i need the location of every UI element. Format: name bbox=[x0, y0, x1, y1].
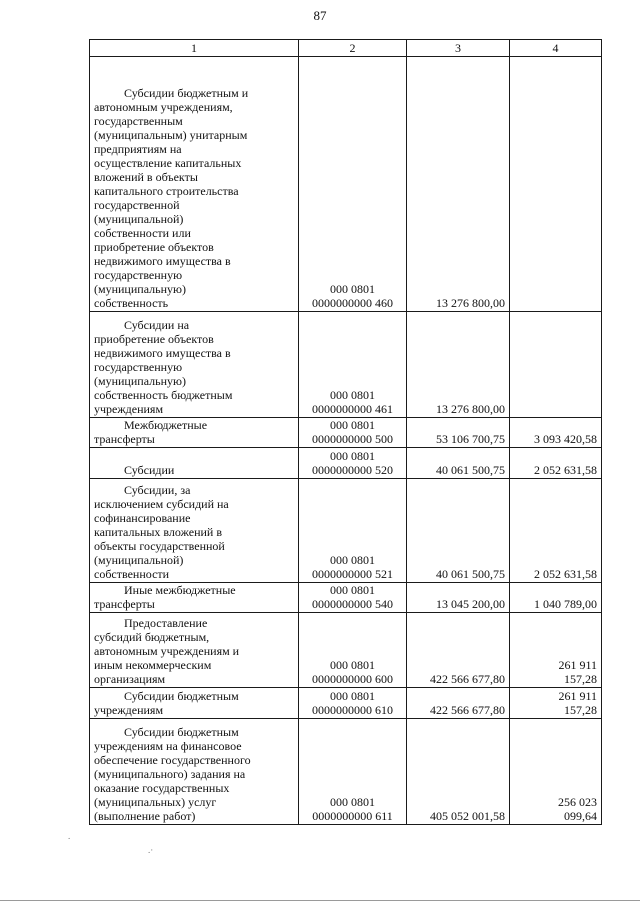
amount-cell-2 bbox=[510, 583, 602, 613]
amount-cell-1 bbox=[407, 479, 510, 583]
row-amount-2: 2 052 631,58 bbox=[534, 463, 597, 477]
row-code: 000 0801 0000000000 500 bbox=[312, 418, 393, 446]
row-amount-1: 40 061 500,75 bbox=[436, 463, 505, 477]
amount-cell-1 bbox=[407, 448, 510, 479]
code-cell bbox=[299, 479, 407, 583]
table-row bbox=[90, 448, 602, 479]
table-row bbox=[90, 688, 602, 719]
row-amount-1: 13 276 800,00 bbox=[436, 296, 505, 310]
row-code: 000 0801 0000000000 540 bbox=[312, 583, 393, 611]
row-code: 000 0801 0000000000 460 bbox=[312, 282, 393, 310]
amount-cell-1 bbox=[407, 57, 510, 312]
row-code: 000 0801 0000000000 600 bbox=[312, 658, 393, 686]
name-cell bbox=[90, 448, 299, 479]
row-amount-2: 3 093 420,58 bbox=[534, 432, 597, 446]
code-cell bbox=[299, 418, 407, 448]
row-amount-2: 2 052 631,58 bbox=[534, 567, 597, 581]
name-cell bbox=[90, 688, 299, 719]
row-amount-1: 53 106 700,75 bbox=[436, 432, 505, 446]
row-code: 000 0801 0000000000 461 bbox=[312, 388, 393, 416]
amount-cell-2 bbox=[510, 448, 602, 479]
code-cell bbox=[299, 688, 407, 719]
amount-cell-2 bbox=[510, 312, 602, 418]
code-cell bbox=[299, 583, 407, 613]
name-cell bbox=[90, 312, 299, 418]
row-amount-1: 13 276 800,00 bbox=[436, 402, 505, 416]
amount-cell-1 bbox=[407, 719, 510, 825]
header-cell-4: 4 bbox=[510, 40, 602, 57]
code-cell bbox=[299, 719, 407, 825]
row-amount-1: 422 566 677,80 bbox=[430, 703, 505, 717]
row-code: 000 0801 0000000000 610 bbox=[312, 689, 393, 717]
name-cell bbox=[90, 583, 299, 613]
table-row bbox=[90, 418, 602, 448]
name-cell bbox=[90, 479, 299, 583]
code-cell bbox=[299, 57, 407, 312]
row-code: 000 0801 0000000000 611 bbox=[312, 795, 393, 823]
header-cell-3: 3 bbox=[407, 40, 510, 57]
amount-cell-2 bbox=[510, 719, 602, 825]
table-row bbox=[90, 479, 602, 583]
row-code: 000 0801 0000000000 520 bbox=[312, 449, 393, 477]
header-cell-1: 1 bbox=[90, 40, 299, 57]
code-cell bbox=[299, 312, 407, 418]
amount-cell-2 bbox=[510, 418, 602, 448]
row-name: Субсидии bbox=[124, 463, 175, 477]
name-cell bbox=[90, 418, 299, 448]
amount-cell-2 bbox=[510, 688, 602, 719]
table-row bbox=[90, 57, 602, 312]
scan-bottom-edge bbox=[0, 900, 640, 901]
amount-cell-1 bbox=[407, 688, 510, 719]
budget-table bbox=[89, 39, 602, 825]
row-name: Субсидии бюджетным и автономным учреждениям, государственным (муниципальным) унитарным предприятиям на осуществление капитальных вложений в объекты капитального строительства государственной (муниципальной) собственности или приобретение объектов недвижимого имущества в государственную (муниципальную) собственность bbox=[94, 86, 249, 310]
table-header-row bbox=[90, 40, 602, 57]
row-amount-1: 40 061 500,75 bbox=[436, 567, 505, 581]
name-cell bbox=[90, 57, 299, 312]
row-amount-1: 13 045 200,00 bbox=[436, 597, 505, 611]
row-amount-2: 256 023 099,64 bbox=[558, 795, 597, 823]
amount-cell-2 bbox=[510, 479, 602, 583]
name-cell bbox=[90, 719, 299, 825]
row-amount-2: 261 911 157,28 bbox=[558, 658, 597, 686]
code-cell bbox=[299, 448, 407, 479]
row-name: Субсидии, за исключением субсидий на софинансирование капитальных вложений в объекты государственной (муниципальной) собственности bbox=[94, 483, 229, 581]
row-amount-2: 1 040 789,00 bbox=[534, 597, 597, 611]
amount-cell-1 bbox=[407, 418, 510, 448]
row-name: Субсидии бюджетным учреждениям bbox=[94, 689, 239, 717]
scan-speck: .· bbox=[148, 845, 154, 855]
amount-cell-2 bbox=[510, 613, 602, 688]
code-cell bbox=[299, 613, 407, 688]
amount-cell-1 bbox=[407, 613, 510, 688]
table-row bbox=[90, 583, 602, 613]
amount-cell-1 bbox=[407, 583, 510, 613]
row-amount-2: 261 911 157,28 bbox=[558, 689, 597, 717]
row-name: Межбюджетные трансферты bbox=[94, 418, 208, 446]
row-amount-1: 405 052 001,58 bbox=[430, 809, 505, 823]
row-code: 000 0801 0000000000 521 bbox=[312, 553, 393, 581]
amount-cell-1 bbox=[407, 312, 510, 418]
table-row bbox=[90, 312, 602, 418]
row-name: Субсидии бюджетным учреждениям на финансовое обеспечение государственного (муниципального) задания на оказание государственных (муниципальных) услуг (выполнение работ) bbox=[94, 725, 251, 823]
row-amount-1: 422 566 677,80 bbox=[430, 672, 505, 686]
amount-cell-2 bbox=[510, 57, 602, 312]
table-row bbox=[90, 719, 602, 825]
row-name: Субсидии на приобретение объектов недвижимого имущества в государственную (муниципальную) собственность бюджетным учреждениям bbox=[94, 318, 233, 416]
name-cell bbox=[90, 613, 299, 688]
scan-speck: . bbox=[68, 831, 71, 841]
page-number: 87 bbox=[313, 8, 327, 23]
table-row bbox=[90, 613, 602, 688]
row-name: Иные межбюджетные трансферты bbox=[94, 583, 236, 611]
row-name: Предоставление субсидий бюджетным, автономным учреждениям и иным некоммерческим организациям bbox=[94, 616, 240, 686]
header-cell-2: 2 bbox=[299, 40, 407, 57]
